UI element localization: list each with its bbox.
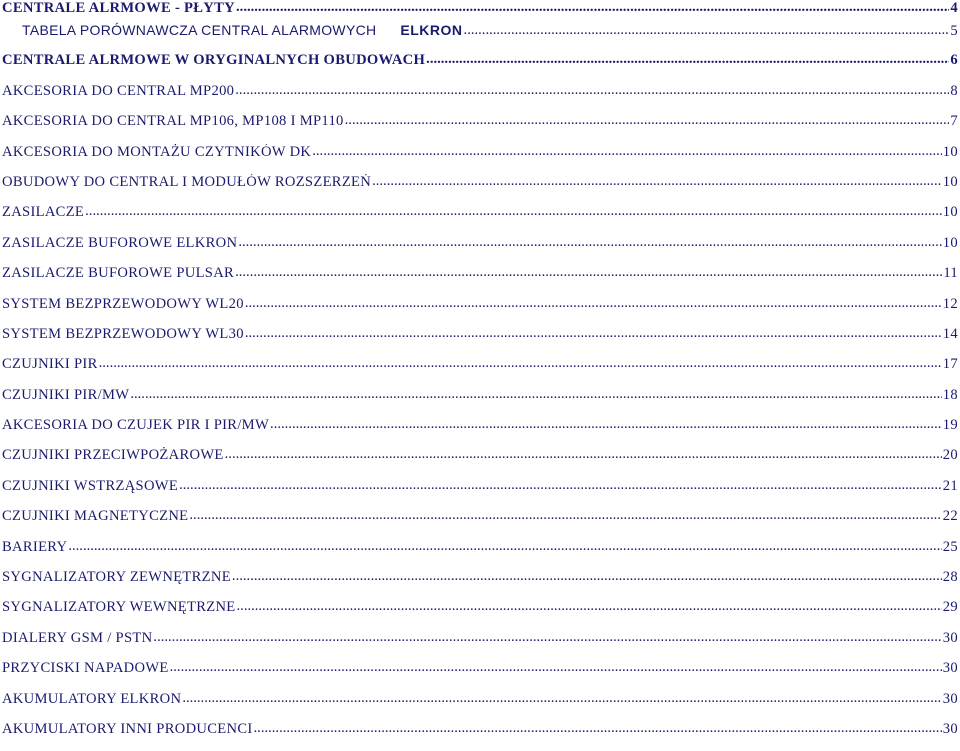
toc-entry-label: SYSTEM BEZPRZEWODOWY WL20 — [2, 295, 244, 312]
toc-entry-page: 17 — [942, 356, 958, 373]
toc-entry-czujniki-pir-mw[interactable] — [0, 387, 958, 417]
toc-leader-dots — [236, 0, 949, 15]
toc-entry-page: 18 — [942, 386, 958, 403]
toc-entry-page: 21 — [942, 477, 958, 494]
toc-entry-label — [0, 22, 463, 38]
toc-entry-page: 12 — [942, 295, 958, 312]
toc-leader-dots — [232, 569, 942, 584]
toc-entry-label: AKUMULATORY INNI PRODUCENCI — [2, 720, 253, 737]
toc-leader-dots — [85, 204, 942, 219]
toc-entry-label-text: TABELA PORÓWNAWCZA CENTRAL ALARMOWYCH — [22, 22, 377, 38]
toc-entry-label: CZUJNIKI WSTRZĄSOWE — [2, 477, 179, 494]
toc-leader-dots — [238, 235, 941, 250]
toc-entry-label: ZASILACZE BUFOROWE ELKRON — [2, 234, 238, 251]
toc-entry-label: SYGNALIZATORY ZEWNĘTRZNE — [2, 569, 231, 586]
toc-entry-label: PRZYCISKI NAPADOWE — [2, 660, 169, 677]
toc-entry-label: ZASILACZE — [2, 204, 85, 221]
toc-entry-system-wl30[interactable] — [0, 326, 958, 356]
toc-entry-czujniki-przeciwpozarowe[interactable] — [0, 447, 958, 477]
toc-entry-label: CENTRALE ALRMOWE - PŁYTY — [2, 0, 236, 16]
toc-entry-page: 14 — [942, 325, 958, 342]
toc-leader-dots — [182, 691, 941, 706]
toc-entry-centrale-plyty[interactable] — [0, 0, 958, 22]
toc-leader-dots — [153, 630, 941, 645]
toc-entry-page: 30 — [942, 660, 958, 677]
toc-entry-page: 10 — [942, 234, 958, 251]
toc-entry-label: CZUJNIKI PIR — [2, 356, 98, 373]
toc-entry-akcesoria-mp200[interactable] — [0, 83, 958, 113]
toc-entry-page: 10 — [942, 143, 958, 160]
toc-leader-dots — [179, 478, 942, 493]
toc-leader-dots — [426, 52, 949, 67]
toc-entry-label: CZUJNIKI PIR/MW — [2, 386, 130, 403]
toc-leader-dots — [270, 417, 942, 432]
toc-leader-dots — [170, 660, 942, 675]
toc-entry-page: 30 — [942, 629, 958, 646]
toc-entry-dialery[interactable] — [0, 630, 958, 660]
toc-entry-akcesoria-mp106[interactable] — [0, 113, 958, 143]
toc-entry-label: OBUDOWY DO CENTRAL I MODUŁÓW ROZSZERZEŃ — [2, 173, 372, 190]
toc-leader-dots — [68, 539, 941, 554]
toc-entry-label: AKCESORIA DO CZUJEK PIR I PIR/MW — [2, 417, 270, 434]
toc-entry-page: 4 — [950, 0, 958, 16]
toc-entry-akcesoria-czytnikow[interactable] — [0, 144, 958, 174]
toc-entry-label: CENTRALE ALRMOWE W ORYGINALNYCH OBUDOWACH — [2, 52, 426, 69]
toc-leader-dots — [245, 296, 942, 311]
toc-leader-dots — [372, 174, 942, 189]
toc-entry-page: 30 — [942, 690, 958, 707]
toc-leader-dots — [312, 144, 942, 159]
toc-entry-page: 10 — [942, 204, 958, 221]
toc-leader-dots — [254, 721, 942, 736]
toc-entry-page: 30 — [942, 720, 958, 737]
toc-entry-label: SYGNALIZATORY WEWNĘTRZNE — [2, 599, 236, 616]
toc-entry-akumulatory-elkron[interactable] — [0, 691, 958, 721]
toc-leader-dots — [235, 265, 942, 280]
toc-entry-czujniki-magnetyczne[interactable] — [0, 508, 958, 538]
toc-entry-zasilacze-pulsar[interactable] — [0, 265, 958, 295]
toc-leader-dots — [464, 22, 950, 38]
toc-entry-label: ZASILACZE BUFOROWE PULSAR — [2, 265, 235, 282]
toc-leader-dots — [225, 447, 942, 462]
toc-leader-dots — [237, 599, 942, 614]
toc-entry-label: AKCESORIA DO CENTRAL MP106, MP108 I MP110 — [2, 113, 344, 130]
toc-leader-dots — [189, 508, 941, 523]
toc-entry-brand: ELKRON — [400, 22, 463, 38]
toc-entry-sygnalizatory-zewnetrzne[interactable] — [0, 569, 958, 599]
toc-entry-label: SYSTEM BEZPRZEWODOWY WL30 — [2, 325, 244, 342]
toc-entry-label: AKUMULATORY ELKRON — [2, 690, 182, 707]
toc-leader-dots — [99, 356, 942, 371]
toc-entry-page: 5 — [950, 23, 958, 39]
toc-entry-akcesoria-czujek[interactable] — [0, 417, 958, 447]
toc-entry-label: CZUJNIKI MAGNETYCZNE — [2, 508, 189, 525]
toc-leader-dots — [130, 387, 941, 402]
toc-entry-czujniki-pir[interactable] — [0, 356, 958, 386]
toc-entry-page: 29 — [942, 599, 958, 616]
toc-entry-label: AKCESORIA DO CENTRAL MP200 — [2, 82, 235, 99]
toc-entry-zasilacze[interactable] — [0, 204, 958, 234]
toc-leader-dots — [235, 83, 949, 98]
toc-entry-centrale-obudowy[interactable] — [0, 52, 958, 82]
toc-leader-dots — [245, 326, 942, 341]
toc-entry-page: 10 — [942, 173, 958, 190]
toc-entry-system-wl20[interactable] — [0, 296, 958, 326]
toc-entry-akumulatory-inni[interactable] — [0, 721, 958, 751]
toc-entry-label: AKCESORIA DO MONTAŻU CZYTNIKÓW DK — [2, 143, 312, 160]
toc-entry-label: DIALERY GSM / PSTN — [2, 629, 153, 646]
toc-entry-przyciski-napadowe[interactable] — [0, 660, 958, 690]
toc-entry-page: 19 — [942, 417, 958, 434]
toc-entry-page: 22 — [942, 508, 958, 525]
toc-entry-zasilacze-elkron[interactable] — [0, 235, 958, 265]
toc-entry-page: 11 — [943, 265, 958, 282]
toc-entry-page: 6 — [950, 52, 958, 69]
toc-entry-bariery[interactable] — [0, 539, 958, 569]
toc-entry-label: CZUJNIKI PRZECIWPOŻAROWE — [2, 447, 224, 464]
toc-entry-page: 7 — [950, 113, 958, 130]
toc-entry-label: BARIERY — [2, 538, 68, 555]
toc-leader-dots — [345, 113, 950, 128]
toc-entry-sygnalizatory-wewnetrzne[interactable] — [0, 599, 958, 629]
toc-entry-page: 20 — [942, 447, 958, 464]
toc-entry-page: 28 — [942, 569, 958, 586]
toc-entry-tabela-porownawcza[interactable] — [0, 22, 958, 52]
toc-entry-czujniki-wstrzasowe[interactable] — [0, 478, 958, 508]
toc-entry-page: 8 — [950, 82, 958, 99]
toc-entry-obudowy[interactable] — [0, 174, 958, 204]
toc-entry-page: 25 — [942, 538, 958, 555]
